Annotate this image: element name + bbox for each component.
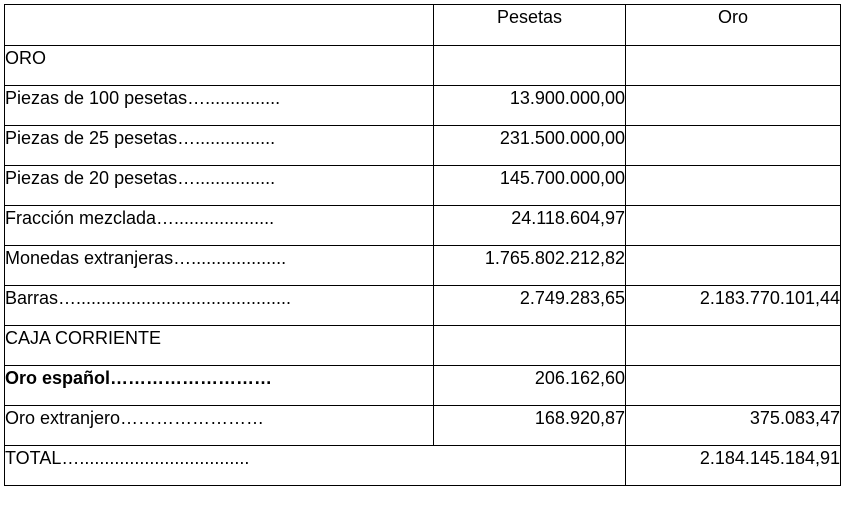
total-label: TOTAL….................................. [5, 446, 626, 486]
header-empty-cell [5, 5, 434, 46]
header-oro: Oro [626, 5, 841, 46]
oro-value [626, 166, 841, 206]
pesetas-value: 231.500.000,00 [434, 126, 626, 166]
section-label: CAJA CORRIENTE [5, 326, 434, 366]
row-label: Oro extranjero…………………… [5, 406, 434, 446]
empty-cell [434, 46, 626, 86]
total-oro-value: 2.184.145.184,91 [626, 446, 841, 486]
gold-reserves-table [4, 4, 841, 486]
pesetas-value: 1.765.802.212,82 [434, 246, 626, 286]
oro-value [626, 206, 841, 246]
pesetas-value: 2.749.283,65 [434, 286, 626, 326]
row-label: Piezas de 100 pesetas…............... [5, 86, 434, 126]
empty-cell [626, 46, 841, 86]
table-row [5, 286, 841, 326]
pesetas-value: 206.162,60 [434, 366, 626, 406]
oro-value [626, 86, 841, 126]
oro-value [626, 366, 841, 406]
table-row [5, 126, 841, 166]
oro-value: 2.183.770.101,44 [626, 286, 841, 326]
empty-cell [434, 326, 626, 366]
empty-cell [626, 326, 841, 366]
pesetas-value: 168.920,87 [434, 406, 626, 446]
table-row [5, 246, 841, 286]
table-row [5, 366, 841, 406]
pesetas-value: 13.900.000,00 [434, 86, 626, 126]
section-label: ORO [5, 46, 434, 86]
oro-value [626, 126, 841, 166]
row-label: Monedas extranjeras…................... [5, 246, 434, 286]
table-row [5, 206, 841, 246]
row-label: Oro español……………………… [5, 366, 434, 406]
pesetas-value: 24.118.604,97 [434, 206, 626, 246]
total-row [5, 446, 841, 486]
table-row [5, 166, 841, 206]
pesetas-value: 145.700.000,00 [434, 166, 626, 206]
row-label: Piezas de 20 pesetas…................ [5, 166, 434, 206]
row-label: Barras…........................................... [5, 286, 434, 326]
table-header-row [5, 5, 841, 46]
oro-value: 375.083,47 [626, 406, 841, 446]
oro-value [626, 246, 841, 286]
section-row-caja-corriente [5, 326, 841, 366]
section-row-oro [5, 46, 841, 86]
table-row [5, 406, 841, 446]
row-label: Piezas de 25 pesetas…................ [5, 126, 434, 166]
table-row [5, 86, 841, 126]
row-label: Fracción mezclada….................... [5, 206, 434, 246]
header-pesetas: Pesetas [434, 5, 626, 46]
